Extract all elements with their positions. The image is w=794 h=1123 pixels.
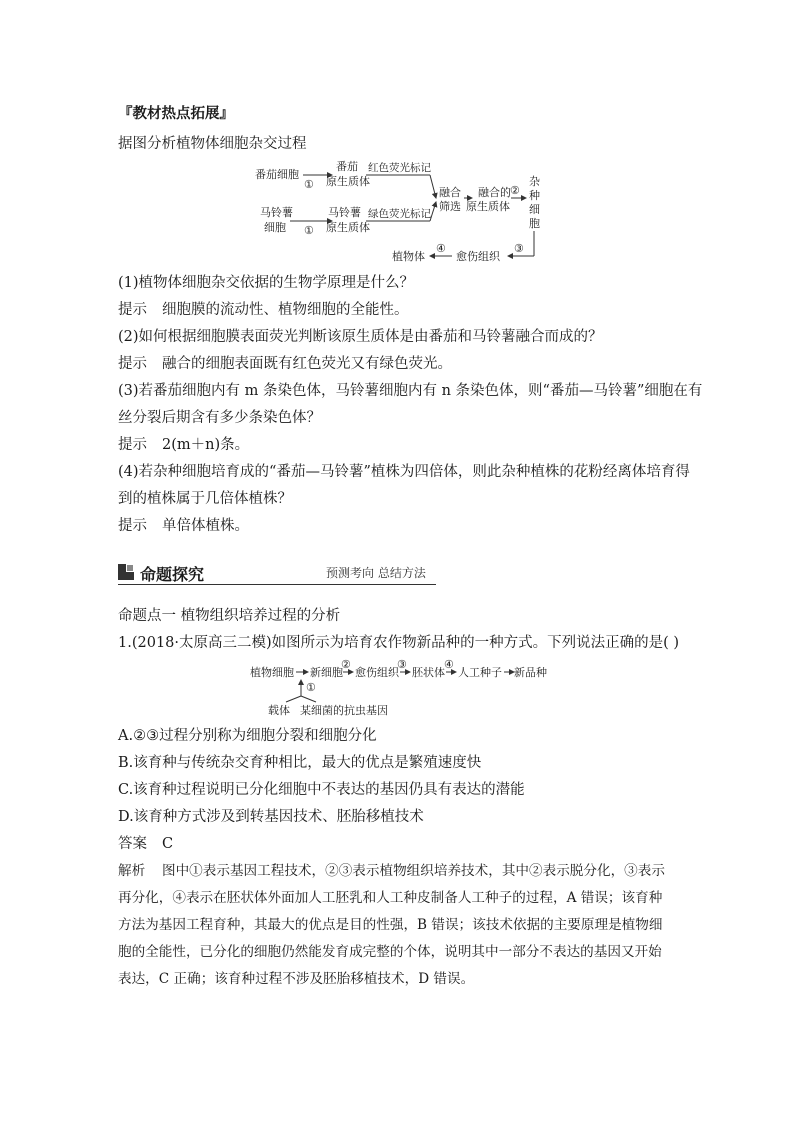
hybridization-diagram xyxy=(240,158,550,268)
red-fluorescence-label: 红色荧光标记 xyxy=(368,162,431,174)
section-header-divider xyxy=(118,584,436,585)
plant-cell-label: 植物细胞 xyxy=(250,666,294,679)
hint-label: 提示 xyxy=(118,302,147,318)
embryoid-label: 胚状体 xyxy=(412,666,445,679)
potato-proto-label-2: 原生质体 xyxy=(326,221,370,234)
option-c: C.该育种过程说明已分化细胞中不表达的基因仍具有表达的潜能 xyxy=(118,782,525,798)
analysis-label: 解析 xyxy=(118,863,146,879)
seed-label: 人工种子 xyxy=(458,666,502,679)
gene-label: 某细菌的抗虫基因 xyxy=(300,704,388,717)
hint-4 xyxy=(118,513,683,540)
answer-value: C xyxy=(162,836,174,852)
fuse-label-1: 融合 xyxy=(439,186,461,199)
hybrid-label-2: 种 xyxy=(529,189,540,202)
section-title: 『教材热点拓展』 xyxy=(118,105,234,122)
analysis-line-3: 方法为基因工程育种，其最大的优点是目的性强，B 错误；该技术依据的主要原理是植物细 xyxy=(118,917,663,933)
analysis-line-2: 再分化，④表示在胚状体外面加人工胚乳和人工种皮制备人工种子的过程，A 错误；该育种 xyxy=(118,890,663,906)
vector-label: 载体 xyxy=(268,704,290,717)
option-a: A.②③过程分别称为细胞分裂和细胞分化 xyxy=(118,728,377,744)
analysis-line-1 xyxy=(118,858,683,885)
question-3-line-1: (3)若番茄细胞内有 m 条染色体，马铃薯细胞内有 n 条染色体，则“番茄—马铃薯”细胞在有 xyxy=(118,383,703,399)
step2-label: ② xyxy=(341,658,351,671)
fused-proto-label-1: 融合的 xyxy=(478,186,511,199)
hybrid-label-1: 杂 xyxy=(529,175,540,188)
section-header xyxy=(118,561,436,585)
branch-left xyxy=(286,696,301,702)
hint-label: 提示 xyxy=(118,518,147,534)
hint-text: 融合的细胞表面既有红色荧光又有绿色荧光。 xyxy=(162,356,452,372)
hint-2 xyxy=(118,351,683,378)
hybrid-label-4: 胞 xyxy=(529,217,540,230)
callus-label: 愈伤组织 xyxy=(456,250,500,263)
answer xyxy=(118,831,683,858)
option-b: B.该育种与传统杂交育种相比，最大的优点是繁殖速度快 xyxy=(118,755,482,771)
hint-text: 2(m＋n)条。 xyxy=(162,437,250,453)
analysis-text: 图中①表示基因工程技术，②③表示植物组织培养技术，其中②表示脱分化，③表示 xyxy=(162,863,665,879)
section-intro: 据图分析植物体细胞杂交过程 xyxy=(118,136,307,152)
green-fluorescence-label: 绿色荧光标记 xyxy=(368,208,431,220)
question-3-line-2: 丝分裂后期含有多少条染色体？ xyxy=(118,410,321,426)
hint-text: 单倍体植株。 xyxy=(162,518,249,534)
question-1: (1)植物体细胞杂交依据的生物学原理是什么？ xyxy=(118,275,415,291)
hint-3 xyxy=(118,432,683,459)
callus-label: 愈伤组织 xyxy=(355,666,399,679)
section-header-title: 命题探究 xyxy=(140,565,205,584)
tomato-step-label: ① xyxy=(304,178,314,191)
potato-cell-label-2: 细胞 xyxy=(264,221,286,234)
tomato-cell-label: 番茄细胞 xyxy=(255,168,299,181)
step3-label: ③ xyxy=(397,658,407,671)
step4-label: ④ xyxy=(444,658,454,671)
variety-label: 新品种 xyxy=(514,666,547,679)
analysis-line-4: 胞的全能性，已分化的细胞仍然能发育成完整的个体，说明其中一部分不表达的基因又开始 xyxy=(118,944,662,960)
option-d: D.该育种方式涉及到转基因技术、胚胎移植技术 xyxy=(118,809,424,825)
hint-label: 提示 xyxy=(118,437,147,453)
hint-1 xyxy=(118,297,683,324)
question-2: (2)如何根据细胞膜表面荧光判断该原生质体是由番茄和马铃薯融合而成的？ xyxy=(118,329,603,345)
hybrid-label-3: 细 xyxy=(529,203,540,216)
step3-label: ③ xyxy=(514,242,524,255)
tomato-proto-label-2: 原生质体 xyxy=(326,175,370,188)
question-stem: 1.(2018·太原高三二模)如图所示为培育农作物新品种的一种方式。下列说法正确的是( ) xyxy=(118,635,680,651)
step1-label: ① xyxy=(306,681,316,694)
plant-label: 植物体 xyxy=(392,250,425,263)
potato-step-label: ① xyxy=(304,224,314,237)
tomato-proto-label-1: 番茄 xyxy=(336,160,358,173)
new-cell-label: 新细胞 xyxy=(310,666,343,679)
fused-proto-label-2: 原生质体 xyxy=(466,200,510,213)
branch-right xyxy=(301,696,316,702)
fuse-label-2: 筛选 xyxy=(439,200,461,213)
potato-cell-label-1: 马铃薯 xyxy=(260,206,293,219)
question-4-line-1: (4)若杂种细胞培育成的“番茄—马铃薯”植株为四倍体，则此杂种植株的花粉经离体培育得 xyxy=(118,464,690,480)
analysis-line-5: 表达，C 正确；该育种过程不涉及胚胎移植技术，D 错误。 xyxy=(118,971,475,987)
arrow-red-to-fuse xyxy=(430,175,436,198)
step4-label: ④ xyxy=(436,242,446,255)
question-4-line-2: 到的植株属于几倍体植株？ xyxy=(118,491,292,507)
breeding-diagram xyxy=(248,658,558,718)
section-header-subtitle: 预测考向 总结方法 xyxy=(326,566,426,580)
step2-label: ② xyxy=(510,184,520,197)
point-title: 命题点一 植物组织培养过程的分析 xyxy=(118,608,341,624)
potato-proto-label-1: 马铃薯 xyxy=(328,206,361,219)
hint-label: 提示 xyxy=(118,356,147,372)
section-header-icon xyxy=(118,564,134,580)
hint-text: 细胞膜的流动性、植物细胞的全能性。 xyxy=(162,302,409,318)
answer-label: 答案 xyxy=(118,836,147,852)
